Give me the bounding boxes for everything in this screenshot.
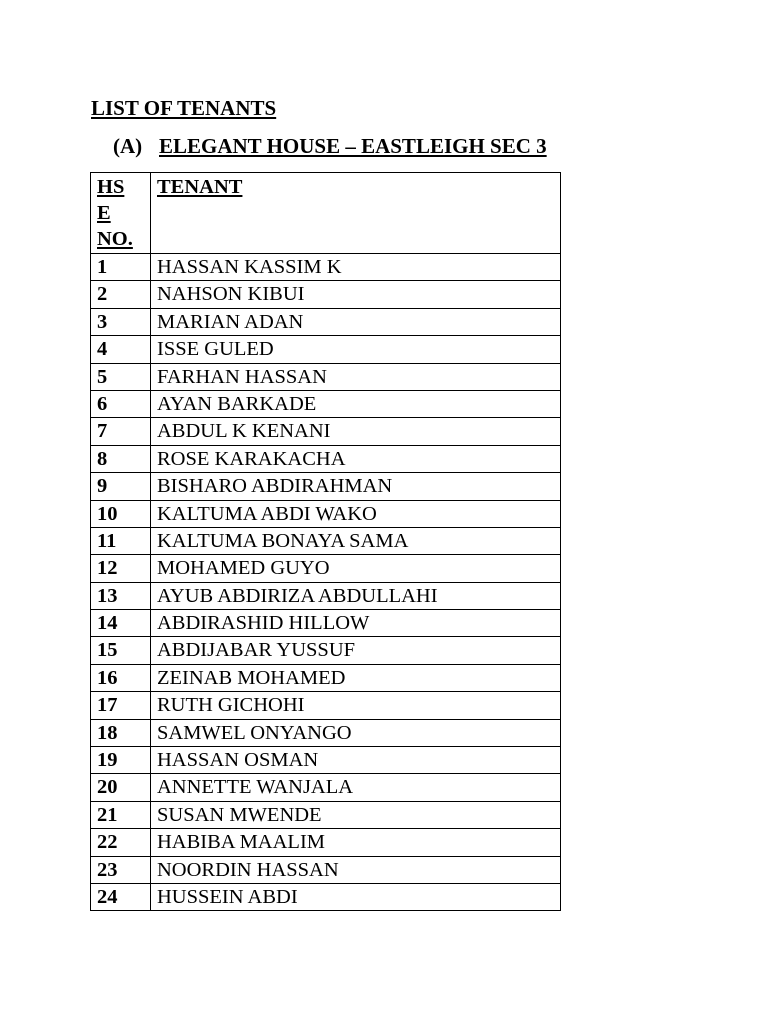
tenant-name-cell: ZEINAB MOHAMED — [151, 664, 561, 691]
column-header-house-no — [91, 173, 151, 254]
table-row — [91, 418, 561, 445]
house-number-cell: 19 — [91, 747, 151, 774]
table-row — [91, 856, 561, 883]
tenant-name-cell: ABDIRASHID HILLOW — [151, 610, 561, 637]
column-header-house-no-line: E — [97, 202, 111, 224]
tenant-name-cell: AYAN BARKADE — [151, 390, 561, 417]
section-heading-text: ELEGANT HOUSE – EASTLEIGH SEC 3 — [159, 134, 547, 158]
tenant-name-cell: FARHAN HASSAN — [151, 363, 561, 390]
table-row — [91, 664, 561, 691]
tenant-name-cell: MOHAMED GUYO — [151, 555, 561, 582]
table-row — [91, 363, 561, 390]
tenant-name-cell: SAMWEL ONYANGO — [151, 719, 561, 746]
house-number-cell: 3 — [91, 308, 151, 335]
tenant-name-cell: KALTUMA ABDI WAKO — [151, 500, 561, 527]
house-number-cell: 12 — [91, 555, 151, 582]
house-number-cell: 17 — [91, 692, 151, 719]
table-row — [91, 829, 561, 856]
section-heading — [113, 133, 547, 159]
table-row — [91, 254, 561, 281]
house-number-cell: 15 — [91, 637, 151, 664]
column-header-house-no-line: NO. — [97, 228, 133, 250]
table-row — [91, 883, 561, 910]
table-row — [91, 500, 561, 527]
tenant-name-cell: HABIBA MAALIM — [151, 829, 561, 856]
tenant-name-cell: NAHSON KIBUI — [151, 281, 561, 308]
table-row — [91, 637, 561, 664]
house-number-cell: 18 — [91, 719, 151, 746]
house-number-cell: 23 — [91, 856, 151, 883]
table-row — [91, 555, 561, 582]
house-number-cell: 10 — [91, 500, 151, 527]
house-number-cell: 14 — [91, 610, 151, 637]
column-header-tenant: TENANT — [151, 173, 561, 254]
table-row — [91, 747, 561, 774]
table-row — [91, 390, 561, 417]
house-number-cell: 21 — [91, 801, 151, 828]
table-row — [91, 774, 561, 801]
tenant-name-cell: NOORDIN HASSAN — [151, 856, 561, 883]
table-body — [91, 254, 561, 911]
tenants-table — [90, 172, 561, 911]
tenant-name-cell: HASSAN OSMAN — [151, 747, 561, 774]
table-row — [91, 527, 561, 554]
table-row — [91, 473, 561, 500]
table-row — [91, 719, 561, 746]
tenant-name-cell: AYUB ABDIRIZA ABDULLAHI — [151, 582, 561, 609]
house-number-cell: 22 — [91, 829, 151, 856]
house-number-cell: 16 — [91, 664, 151, 691]
house-number-cell: 24 — [91, 883, 151, 910]
tenant-name-cell: HASSAN KASSIM K — [151, 254, 561, 281]
house-number-cell: 7 — [91, 418, 151, 445]
tenant-name-cell: BISHARO ABDIRAHMAN — [151, 473, 561, 500]
tenant-name-cell: ISSE GULED — [151, 336, 561, 363]
house-number-cell: 13 — [91, 582, 151, 609]
table-row — [91, 308, 561, 335]
house-number-cell: 6 — [91, 390, 151, 417]
table-row — [91, 610, 561, 637]
table-row — [91, 692, 561, 719]
document-title: LIST OF TENANTS — [91, 96, 277, 120]
tenant-name-cell: ANNETTE WANJALA — [151, 774, 561, 801]
table-row — [91, 445, 561, 472]
tenant-name-cell: KALTUMA BONAYA SAMA — [151, 527, 561, 554]
section-marker: (A) — [113, 134, 143, 158]
tenant-name-cell: ROSE KARAKACHA — [151, 445, 561, 472]
tenant-name-cell: MARIAN ADAN — [151, 308, 561, 335]
tenant-name-cell: RUTH GICHOHI — [151, 692, 561, 719]
table-row — [91, 281, 561, 308]
table-row — [91, 801, 561, 828]
column-header-house-no-line: HS — [97, 176, 125, 198]
house-number-cell: 4 — [91, 336, 151, 363]
house-number-cell: 20 — [91, 774, 151, 801]
table-row — [91, 582, 561, 609]
house-number-cell: 8 — [91, 445, 151, 472]
tenant-name-cell: SUSAN MWENDE — [151, 801, 561, 828]
table-row — [91, 336, 561, 363]
tenant-name-cell: ABDUL K KENANI — [151, 418, 561, 445]
house-number-cell: 11 — [91, 527, 151, 554]
house-number-cell: 2 — [91, 281, 151, 308]
house-number-cell: 9 — [91, 473, 151, 500]
tenant-name-cell: ABDIJABAR YUSSUF — [151, 637, 561, 664]
house-number-cell: 1 — [91, 254, 151, 281]
house-number-cell: 5 — [91, 363, 151, 390]
tenant-name-cell: HUSSEIN ABDI — [151, 883, 561, 910]
table-header-row — [91, 173, 561, 254]
